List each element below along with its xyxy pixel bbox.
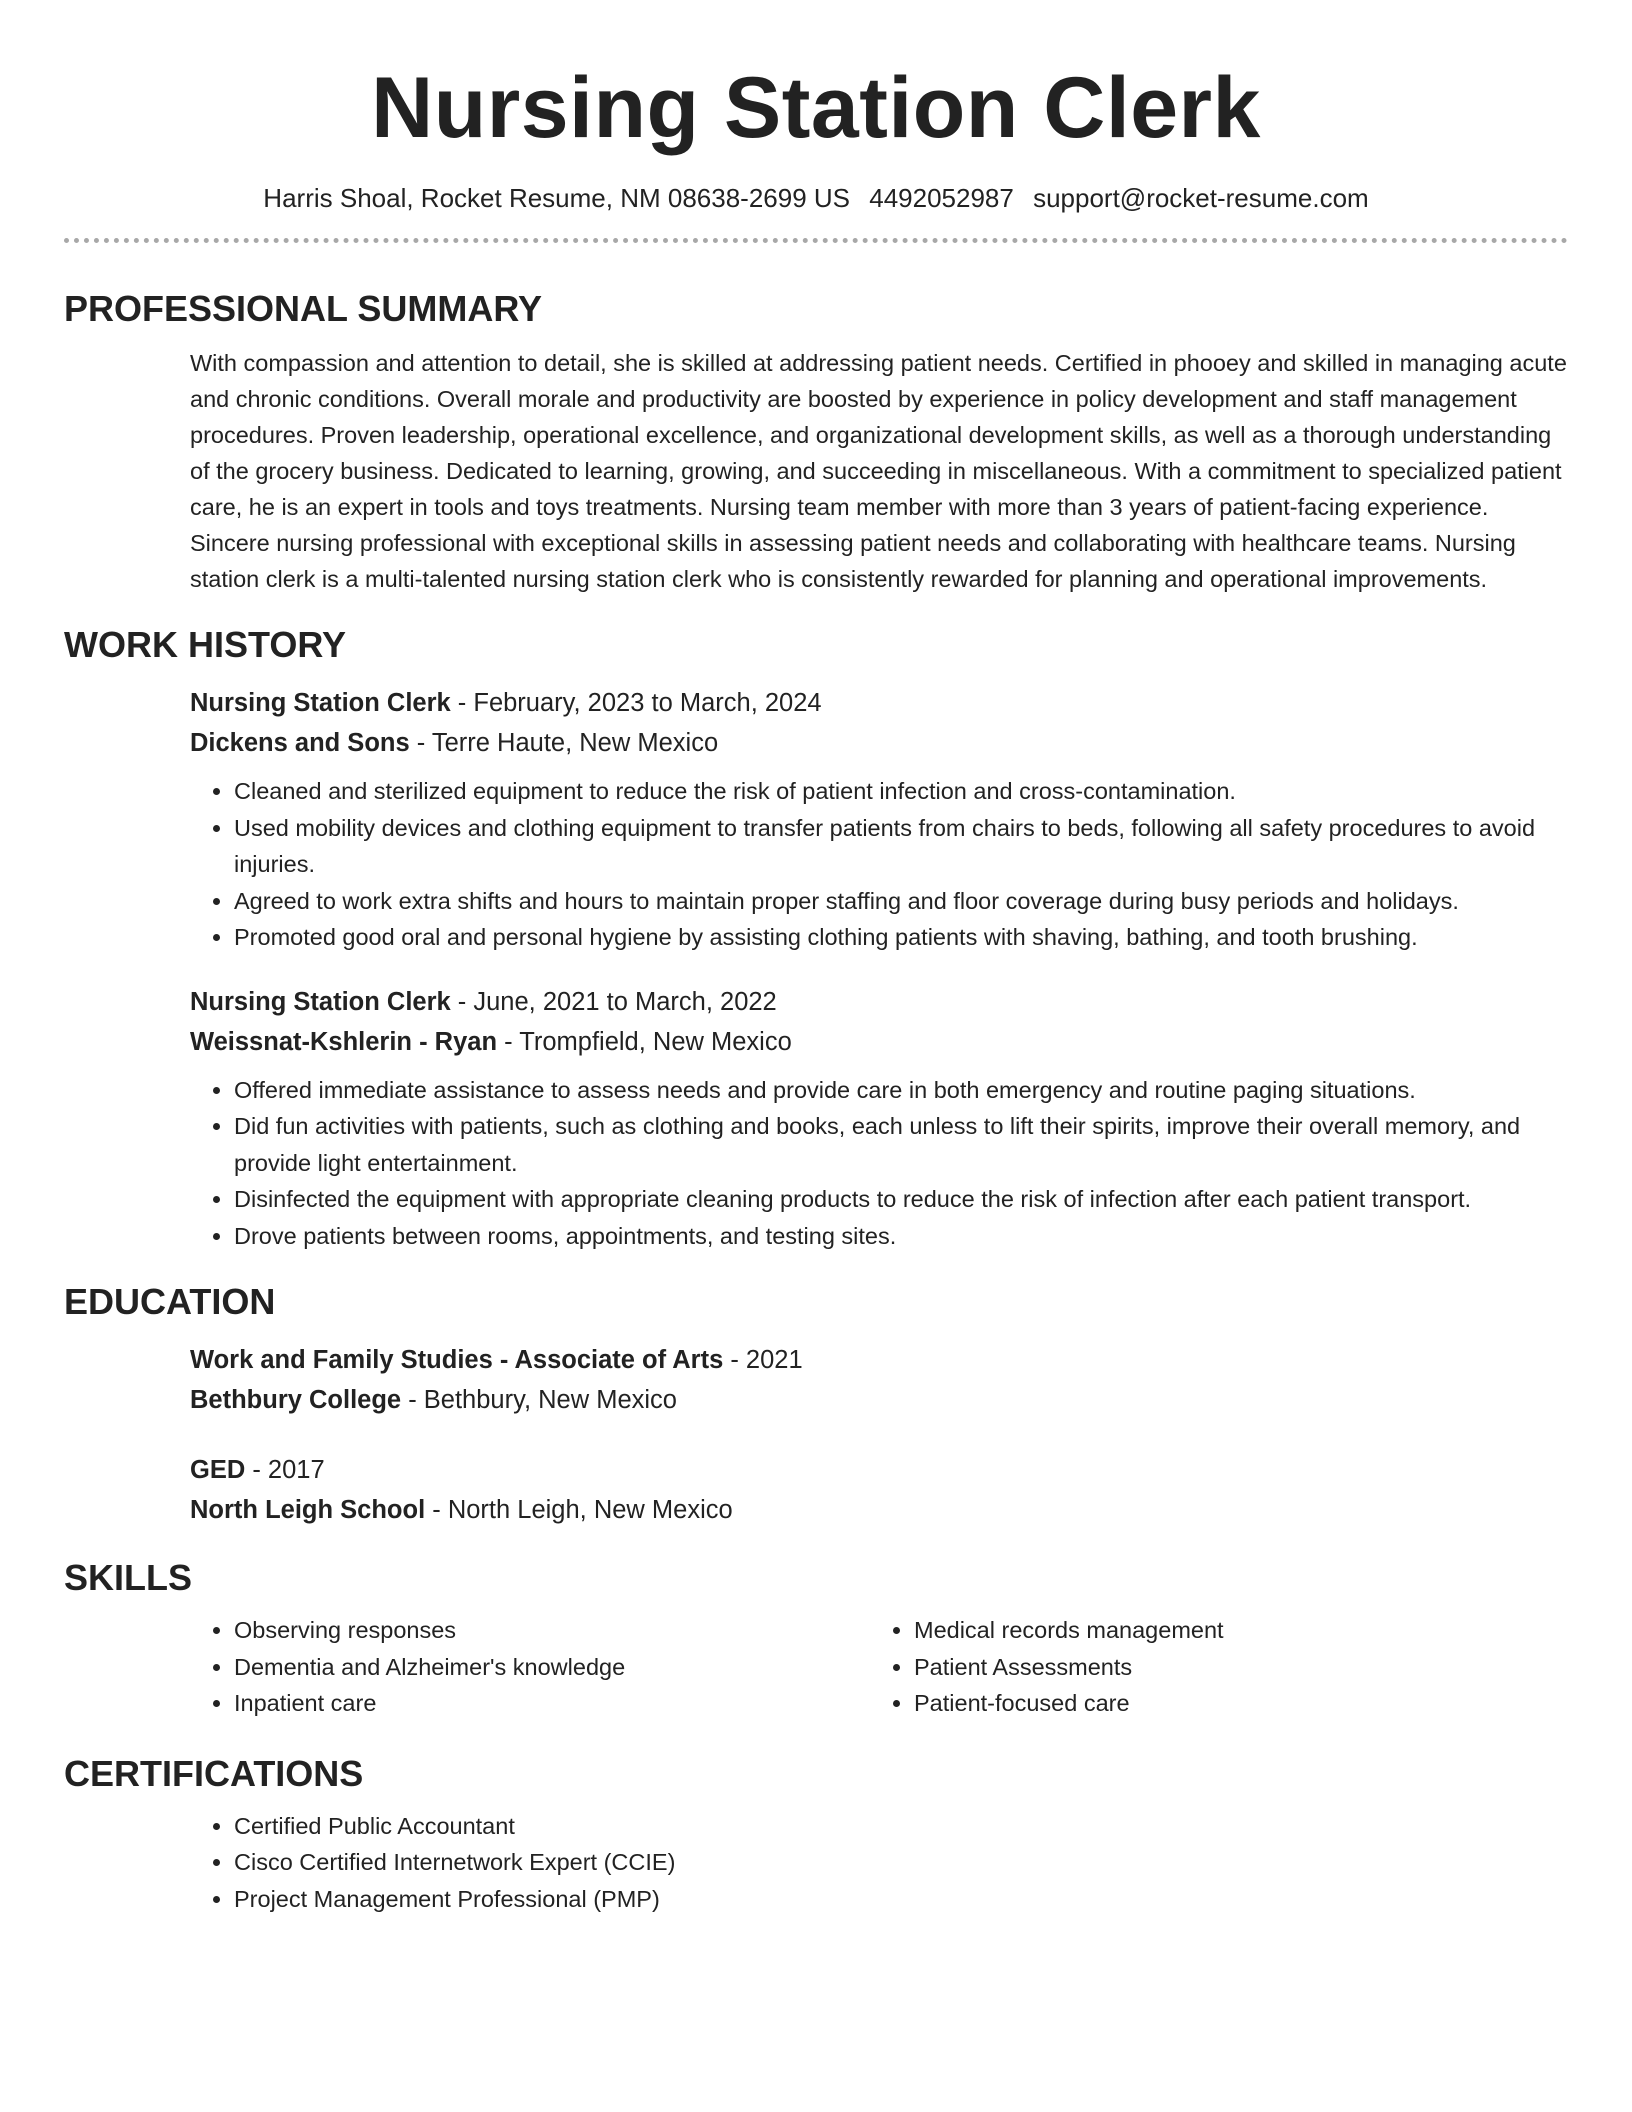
list-item: • Disinfected the equipment with appropriate cleaning products to reduce the risk of infection after each patient transport.: [234, 1181, 1568, 1218]
job-entry: [190, 683, 1568, 956]
list-item: • Observing responses: [234, 1612, 870, 1649]
list-item: • Dementia and Alzheimer's knowledge: [234, 1649, 870, 1686]
summary-heading: PROFESSIONAL SUMMARY: [64, 288, 543, 329]
education-year: - 2021: [723, 1346, 803, 1374]
certifications-heading: CERTIFICATIONS: [64, 1752, 364, 1794]
list-item: • Drove patients between rooms, appointments, and testing sites.: [234, 1218, 1568, 1255]
job-location: - Terre Haute, New Mexico: [409, 729, 719, 757]
job-dates: - February, 2023 to March, 2024: [450, 689, 822, 717]
education-entry: [190, 1450, 1568, 1530]
education-school: North Leigh School: [190, 1496, 426, 1524]
job-bullets: [190, 1072, 1568, 1255]
list-item: • Patient Assessments: [914, 1649, 1550, 1686]
education-degree-line: [190, 1450, 1568, 1490]
list-item: • Did fun activities with patients, such as clothing and books, each unless to lift their spirits, improve their overall memory, and provide light entertainment.: [234, 1108, 1568, 1181]
job-title-line: [190, 982, 1568, 1022]
resume-name: Nursing Station Clerk: [371, 60, 1261, 156]
job-bullets: [190, 773, 1568, 956]
skills-list: [190, 1612, 870, 1722]
job-title: Nursing Station Clerk: [190, 689, 451, 717]
job-company-line: [190, 723, 1568, 763]
job-company: Weissnat-Kshlerin - Ryan: [190, 1027, 498, 1056]
education-school: Bethbury College: [190, 1386, 402, 1414]
work-history-section: [64, 623, 1568, 1254]
summary-section: [64, 287, 1568, 597]
job-dates: - June, 2021 to March, 2022: [450, 987, 777, 1016]
contact-email[interactable]: support@rocket-resume.com: [1033, 183, 1369, 213]
list-item: • Promoted good oral and personal hygiene by assisting clothing patients with shaving, bathing, and tooth brushing.: [234, 919, 1568, 956]
job-title-line: [190, 683, 1568, 723]
resume-page: [64, 0, 1568, 1917]
certifications-list: [190, 1808, 1568, 1918]
contact-phone[interactable]: 4492052987: [869, 183, 1014, 213]
skills-heading: SKILLS: [64, 1557, 193, 1598]
skills-list: [870, 1612, 1550, 1722]
job-location: - Trompfield, New Mexico: [497, 1027, 792, 1056]
skills-column-right: [870, 1600, 1550, 1722]
list-item: • Project Management Professional (PMP): [234, 1881, 1568, 1918]
work-history-heading: WORK HISTORY: [64, 624, 347, 665]
job-company-line: [190, 1022, 1568, 1062]
list-item: • Cisco Certified Internetwork Expert (CCIE): [234, 1844, 1568, 1881]
list-item: • Patient-focused care: [914, 1685, 1550, 1722]
list-item: • Cleaned and sterilized equipment to reduce the risk of patient infection and cross-contamination.: [234, 773, 1568, 810]
list-item: • Inpatient care: [234, 1685, 870, 1722]
list-item: • Used mobility devices and clothing equipment to transfer patients from chairs to beds, following all safety procedures to avoid injuries.: [234, 810, 1568, 883]
education-section: [64, 1280, 1568, 1530]
education-year: - 2017: [245, 1456, 325, 1484]
education-school-line: [190, 1380, 1568, 1420]
contact-line: [64, 182, 1568, 214]
job-entry: [190, 982, 1568, 1255]
education-entry: [190, 1340, 1568, 1420]
education-location: - Bethbury, New Mexico: [401, 1386, 677, 1414]
education-degree: GED: [190, 1456, 246, 1484]
contact-address: Harris Shoal, Rocket Resume, NM 08638-2699 US: [263, 183, 850, 213]
certifications-section: [64, 1752, 1568, 1918]
job-title: Nursing Station Clerk: [190, 987, 451, 1016]
education-school-line: [190, 1490, 1568, 1530]
list-item: • Agreed to work extra shifts and hours to maintain proper staffing and floor coverage during busy periods and holidays.: [234, 883, 1568, 920]
list-item: • Medical records management: [914, 1612, 1550, 1649]
list-item: • Certified Public Accountant: [234, 1808, 1568, 1845]
job-company: Dickens and Sons: [190, 729, 410, 757]
skills-column-left: [190, 1600, 870, 1722]
education-location: - North Leigh, New Mexico: [425, 1496, 733, 1524]
skills-section: [64, 1556, 1568, 1722]
education-degree-line: [190, 1340, 1568, 1380]
education-degree: Work and Family Studies - Associate of Arts: [190, 1346, 724, 1374]
education-heading: EDUCATION: [64, 1281, 276, 1322]
header-divider: [64, 238, 1568, 243]
summary-text: With compassion and attention to detail, she is skilled at addressing patient needs. Certified in phooey and skilled in managing acute and chronic conditions. Overall morale and productivity are boosted by experience in policy development and staff management procedures. Proven leadership, operational excellence, and organizational development skills, as well as a thorough understanding of the grocery business. Dedicated to learning, growing, and succeeding in miscellaneous. With a commitment to specialized patient care, he is an expert in tools and toys treatments. Nursing team member with more than 3 years of patient-facing experience. Sincere nursing professional with exceptional skills in assessing patient needs and collaborating with healthcare teams. Nursing station clerk is a multi-talented nursing station clerk who is consistently rewarded for planning and operational improvements.: [190, 350, 1567, 592]
list-item: • Offered immediate assistance to assess needs and provide care in both emergency and routine paging situations.: [234, 1072, 1568, 1109]
